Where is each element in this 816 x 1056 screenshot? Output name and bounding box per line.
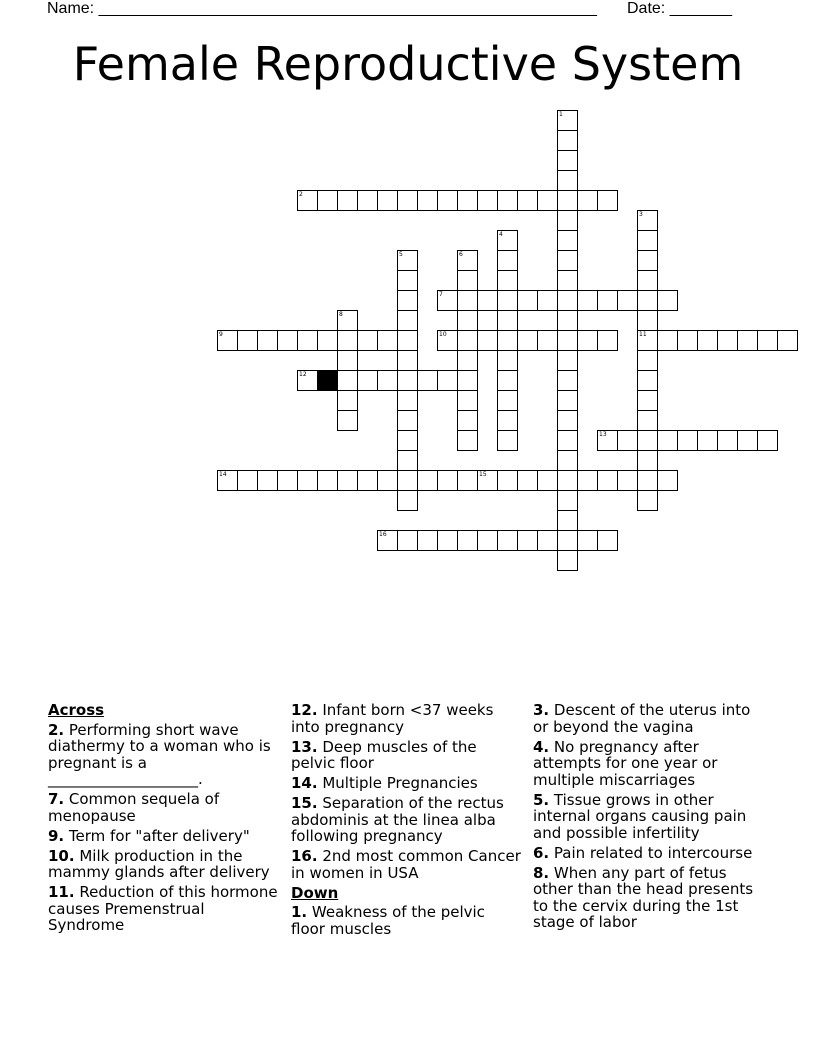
grid-cell[interactable] [637, 290, 658, 311]
grid-cell[interactable] [477, 330, 498, 351]
grid-cell[interactable] [437, 530, 458, 551]
grid-cell[interactable] [597, 470, 618, 491]
grid-cell[interactable] [397, 430, 418, 451]
grid-cell[interactable] [517, 190, 538, 211]
grid-cell[interactable] [277, 330, 298, 351]
clue-number-label: 1. [291, 903, 308, 921]
grid-cell[interactable] [537, 470, 558, 491]
grid-cell[interactable] [497, 250, 518, 271]
grid-cell[interactable] [397, 410, 418, 431]
grid-cell[interactable] [497, 370, 518, 391]
clue-text: Deep muscles of the pelvic floor [291, 737, 477, 772]
grid-cell[interactable] [557, 270, 578, 291]
grid-cell[interactable] [557, 190, 578, 211]
grid-cell[interactable] [517, 290, 538, 311]
grid-cell[interactable] [297, 190, 318, 211]
grid-cell[interactable] [557, 430, 578, 451]
grid-cell[interactable] [457, 270, 478, 291]
grid-cell[interactable] [237, 330, 258, 351]
grid-cell[interactable] [417, 470, 438, 491]
grid-cell[interactable] [377, 190, 398, 211]
grid-cell[interactable] [377, 370, 398, 391]
grid-cell[interactable] [757, 330, 778, 351]
grid-cell[interactable] [437, 190, 458, 211]
grid-cell[interactable] [637, 210, 658, 231]
clue-item [291, 775, 523, 792]
grid-cell[interactable] [537, 530, 558, 551]
clue-column-2 [291, 702, 523, 941]
clue-section-header: Down [291, 883, 339, 902]
grid-cell[interactable] [577, 330, 598, 351]
grid-cell[interactable] [497, 470, 518, 491]
clue-number: 2 [299, 191, 303, 198]
clue-column-3 [533, 702, 765, 934]
grid-cell[interactable] [417, 370, 438, 391]
grid-cell[interactable] [637, 490, 658, 511]
grid-cell[interactable] [557, 150, 578, 171]
grid-cell[interactable] [597, 430, 618, 451]
grid-cell[interactable] [597, 330, 618, 351]
clue-number: 6 [459, 251, 463, 258]
grid-cell[interactable] [337, 370, 358, 391]
grid-cell[interactable] [337, 330, 358, 351]
grid-cell[interactable] [637, 250, 658, 271]
grid-cell[interactable] [677, 330, 698, 351]
grid-cell[interactable] [577, 290, 598, 311]
grid-cell[interactable] [497, 270, 518, 291]
grid-cell[interactable] [217, 330, 238, 351]
clue-text: Infant born <37 weeks into pregnancy [291, 701, 494, 736]
grid-cell[interactable] [497, 410, 518, 431]
grid-cell[interactable] [557, 230, 578, 251]
grid-cell[interactable] [477, 190, 498, 211]
grid-cell[interactable] [457, 350, 478, 371]
grid-cell[interactable] [357, 370, 378, 391]
grid-cell[interactable] [517, 530, 538, 551]
grid-cell[interactable] [517, 330, 538, 351]
grid-cell[interactable] [457, 530, 478, 551]
grid-cell[interactable] [557, 510, 578, 531]
grid-cell[interactable] [557, 370, 578, 391]
grid-cell[interactable] [317, 470, 338, 491]
clue-text: Term for "after delivery" [64, 826, 250, 845]
clue-item [48, 791, 280, 824]
grid-cell[interactable] [617, 430, 638, 451]
clue-number: 15 [479, 471, 487, 478]
clue-number-label: 10. [48, 846, 75, 865]
grid-cell[interactable] [677, 430, 698, 451]
clue-number-label: 13. [291, 737, 318, 756]
clue-item [533, 739, 765, 789]
grid-cell[interactable] [637, 470, 658, 491]
clue-number: 10 [439, 331, 447, 338]
clue-number: 16 [379, 531, 387, 538]
grid-cell[interactable] [457, 410, 478, 431]
grid-cell[interactable] [477, 470, 498, 491]
clue-number-label: 5. [533, 790, 550, 809]
grid-cell[interactable] [457, 430, 478, 451]
grid-cell[interactable] [497, 230, 518, 251]
grid-cell[interactable] [617, 470, 638, 491]
grid-cell[interactable] [377, 330, 398, 351]
grid-cell[interactable] [717, 330, 738, 351]
grid-cell[interactable] [657, 290, 678, 311]
clue-text: Pain related to intercourse [549, 843, 753, 862]
clue-number: 9 [219, 331, 223, 338]
grid-cell[interactable] [617, 290, 638, 311]
grid-cell[interactable] [557, 530, 578, 551]
clue-text: Common sequela of menopause [48, 790, 220, 825]
clue-item [291, 795, 523, 845]
grid-cell[interactable] [337, 470, 358, 491]
grid-cell[interactable] [637, 330, 658, 351]
grid-cell[interactable] [297, 370, 318, 391]
grid-cell[interactable] [337, 410, 358, 431]
grid-cell[interactable] [377, 530, 398, 551]
grid-cell[interactable] [557, 550, 578, 571]
grid-cell[interactable] [477, 290, 498, 311]
clue-number-label: 14. [291, 774, 318, 792]
grid-cell[interactable] [497, 290, 518, 311]
clue-item [533, 845, 765, 862]
grid-cell[interactable] [557, 350, 578, 371]
grid-cell[interactable] [557, 410, 578, 431]
clue-number-label: 12. [291, 701, 318, 719]
clue-number: 4 [499, 231, 503, 238]
grid-cell[interactable] [397, 350, 418, 371]
clue-number: 5 [399, 251, 403, 258]
clue-text: No pregnancy after attempts for one year or multiple miscarriages [533, 737, 718, 789]
clue-text: When any part of fetus other than the head presents to the cervix during the 1st stage of labor [533, 863, 754, 931]
grid-cell[interactable] [457, 330, 478, 351]
grid-cell[interactable] [497, 430, 518, 451]
grid-cell[interactable] [637, 390, 658, 411]
grid-cell[interactable] [557, 470, 578, 491]
clue-number-label: 11. [48, 883, 75, 901]
grid-cell[interactable] [697, 430, 718, 451]
grid-cell[interactable] [457, 290, 478, 311]
grid-cell[interactable] [597, 530, 618, 551]
clue-number-label: 16. [291, 847, 318, 865]
grid-cell[interactable] [437, 290, 458, 311]
grid-cell[interactable] [517, 470, 538, 491]
grid-cell[interactable] [437, 470, 458, 491]
clue-number-label: 6. [533, 843, 550, 862]
clue-item [291, 702, 523, 735]
grid-cell[interactable] [497, 190, 518, 211]
grid-cell[interactable] [637, 430, 658, 451]
grid-cell[interactable] [457, 390, 478, 411]
grid-cell[interactable] [657, 430, 678, 451]
grid-cell[interactable] [597, 190, 618, 211]
grid-cell[interactable] [297, 470, 318, 491]
clue-section-header: Across [48, 701, 105, 719]
clue-number: 8 [339, 311, 343, 318]
grid-cell[interactable] [637, 270, 658, 291]
grid-cell[interactable] [557, 210, 578, 231]
clue-text: Descent of the uterus into or beyond the vagina [533, 701, 751, 736]
clue-number-label: 15. [291, 794, 318, 812]
grid-cell[interactable] [397, 370, 418, 391]
grid-cell[interactable] [497, 390, 518, 411]
grid-cell[interactable] [297, 330, 318, 351]
clue-number: 3 [639, 211, 643, 218]
clue-text: Separation of the rectus abdominis at the linea alba following pregnancy [291, 794, 504, 845]
grid-cell[interactable] [657, 470, 678, 491]
grid-cell[interactable] [557, 290, 578, 311]
grid-cell[interactable] [357, 190, 378, 211]
grid-cell[interactable] [577, 470, 598, 491]
grid-cell[interactable] [557, 490, 578, 511]
grid-cell[interactable] [757, 430, 778, 451]
grid-cell[interactable] [537, 330, 558, 351]
clue-item [533, 865, 765, 931]
grid-cell[interactable] [257, 470, 278, 491]
date-field[interactable]: Date: _______ [627, 0, 732, 17]
grid-cell[interactable] [497, 310, 518, 331]
clue-number: 12 [299, 371, 307, 378]
grid-cell[interactable] [557, 170, 578, 191]
grid-cell[interactable] [457, 250, 478, 271]
grid-cell[interactable] [557, 390, 578, 411]
clue-number-label: 9. [48, 826, 65, 845]
grid-cell[interactable] [597, 290, 618, 311]
clue-number-label: 4. [533, 737, 550, 756]
grid-cell[interactable] [717, 430, 738, 451]
grid-cell[interactable] [637, 410, 658, 431]
grid-cell[interactable] [277, 470, 298, 491]
blocked-cell [317, 370, 338, 391]
grid-cell[interactable] [397, 250, 418, 271]
grid-cell[interactable] [397, 390, 418, 411]
grid-cell[interactable] [417, 190, 438, 211]
grid-cell[interactable] [497, 330, 518, 351]
clue-text: Weakness of the pelvic floor muscles [291, 903, 485, 938]
clue-item [48, 884, 280, 934]
grid-cell[interactable] [337, 390, 358, 411]
puzzle-title: Female Reproductive System [72, 37, 744, 91]
clue-number: 13 [599, 431, 607, 438]
grid-cell[interactable] [697, 330, 718, 351]
grid-cell[interactable] [257, 330, 278, 351]
grid-cell[interactable] [777, 330, 798, 351]
grid-cell[interactable] [577, 190, 598, 211]
clue-number: 1 [559, 111, 563, 118]
clue-text: Tissue grows in other internal organs causing pain and possible infertility [533, 790, 747, 842]
grid-cell[interactable] [237, 470, 258, 491]
clue-number: 11 [639, 331, 647, 338]
clue-text: Performing short wave diathermy to a woman who is pregnant is a ____________________. [48, 720, 271, 788]
grid-cell[interactable] [397, 190, 418, 211]
grid-cell[interactable] [437, 370, 458, 391]
grid-cell[interactable] [217, 470, 238, 491]
clue-text: Multiple Pregnancies [317, 774, 478, 792]
clue-number: 14 [219, 471, 227, 478]
clue-item [48, 828, 280, 845]
grid-cell[interactable] [377, 470, 398, 491]
clue-item [533, 702, 765, 735]
grid-cell[interactable] [557, 130, 578, 151]
grid-cell[interactable] [357, 330, 378, 351]
grid-cell[interactable] [537, 290, 558, 311]
grid-cell[interactable] [637, 450, 658, 471]
clue-column-1 [48, 702, 280, 937]
clue-item [48, 722, 280, 788]
grid-cell[interactable] [457, 470, 478, 491]
clue-item [291, 848, 523, 881]
grid-cell[interactable] [537, 190, 558, 211]
clue-item [291, 904, 523, 937]
grid-cell[interactable] [337, 190, 358, 211]
grid-cell[interactable] [557, 330, 578, 351]
grid-cell[interactable] [457, 370, 478, 391]
name-field[interactable]: Name: ________________________________________________________ [47, 0, 597, 17]
grid-cell[interactable] [557, 110, 578, 131]
grid-cell[interactable] [317, 190, 338, 211]
grid-cell[interactable] [557, 310, 578, 331]
grid-cell[interactable] [657, 330, 678, 351]
clue-number-label: 2. [48, 720, 65, 739]
grid-cell[interactable] [357, 470, 378, 491]
grid-cell[interactable] [497, 530, 518, 551]
grid-cell[interactable] [397, 490, 418, 511]
grid-cell[interactable] [397, 310, 418, 331]
grid-cell[interactable] [397, 450, 418, 471]
grid-cell[interactable] [397, 270, 418, 291]
grid-cell[interactable] [637, 230, 658, 251]
grid-cell[interactable] [437, 330, 458, 351]
grid-cell[interactable] [557, 250, 578, 271]
grid-cell[interactable] [397, 330, 418, 351]
grid-cell[interactable] [457, 190, 478, 211]
clue-text: 2nd most common Cancer in women in USA [291, 847, 521, 882]
grid-cell[interactable] [417, 530, 438, 551]
clue-text: Milk production in the mammy glands after delivery [48, 846, 270, 881]
clue-number-label: 7. [48, 790, 65, 808]
grid-cell[interactable] [637, 370, 658, 391]
grid-cell[interactable] [737, 430, 758, 451]
clue-number-label: 8. [533, 863, 550, 882]
grid-cell[interactable] [477, 530, 498, 551]
grid-cell[interactable] [577, 530, 598, 551]
grid-cell[interactable] [497, 350, 518, 371]
clue-item [48, 848, 280, 881]
grid-cell[interactable] [397, 470, 418, 491]
clue-number: 7 [439, 291, 443, 298]
clue-item [291, 739, 523, 772]
grid-cell[interactable] [457, 310, 478, 331]
grid-cell[interactable] [397, 290, 418, 311]
clue-text: Reduction of this hormone causes Premenstrual Syndrome [48, 883, 278, 934]
grid-cell[interactable] [637, 350, 658, 371]
clue-number-label: 3. [533, 701, 550, 719]
grid-cell[interactable] [397, 530, 418, 551]
grid-cell[interactable] [317, 330, 338, 351]
grid-cell[interactable] [557, 450, 578, 471]
grid-cell[interactable] [337, 310, 358, 331]
grid-cell[interactable] [737, 330, 758, 351]
grid-cell[interactable] [637, 310, 658, 331]
clue-item [533, 792, 765, 842]
grid-cell[interactable] [337, 350, 358, 371]
